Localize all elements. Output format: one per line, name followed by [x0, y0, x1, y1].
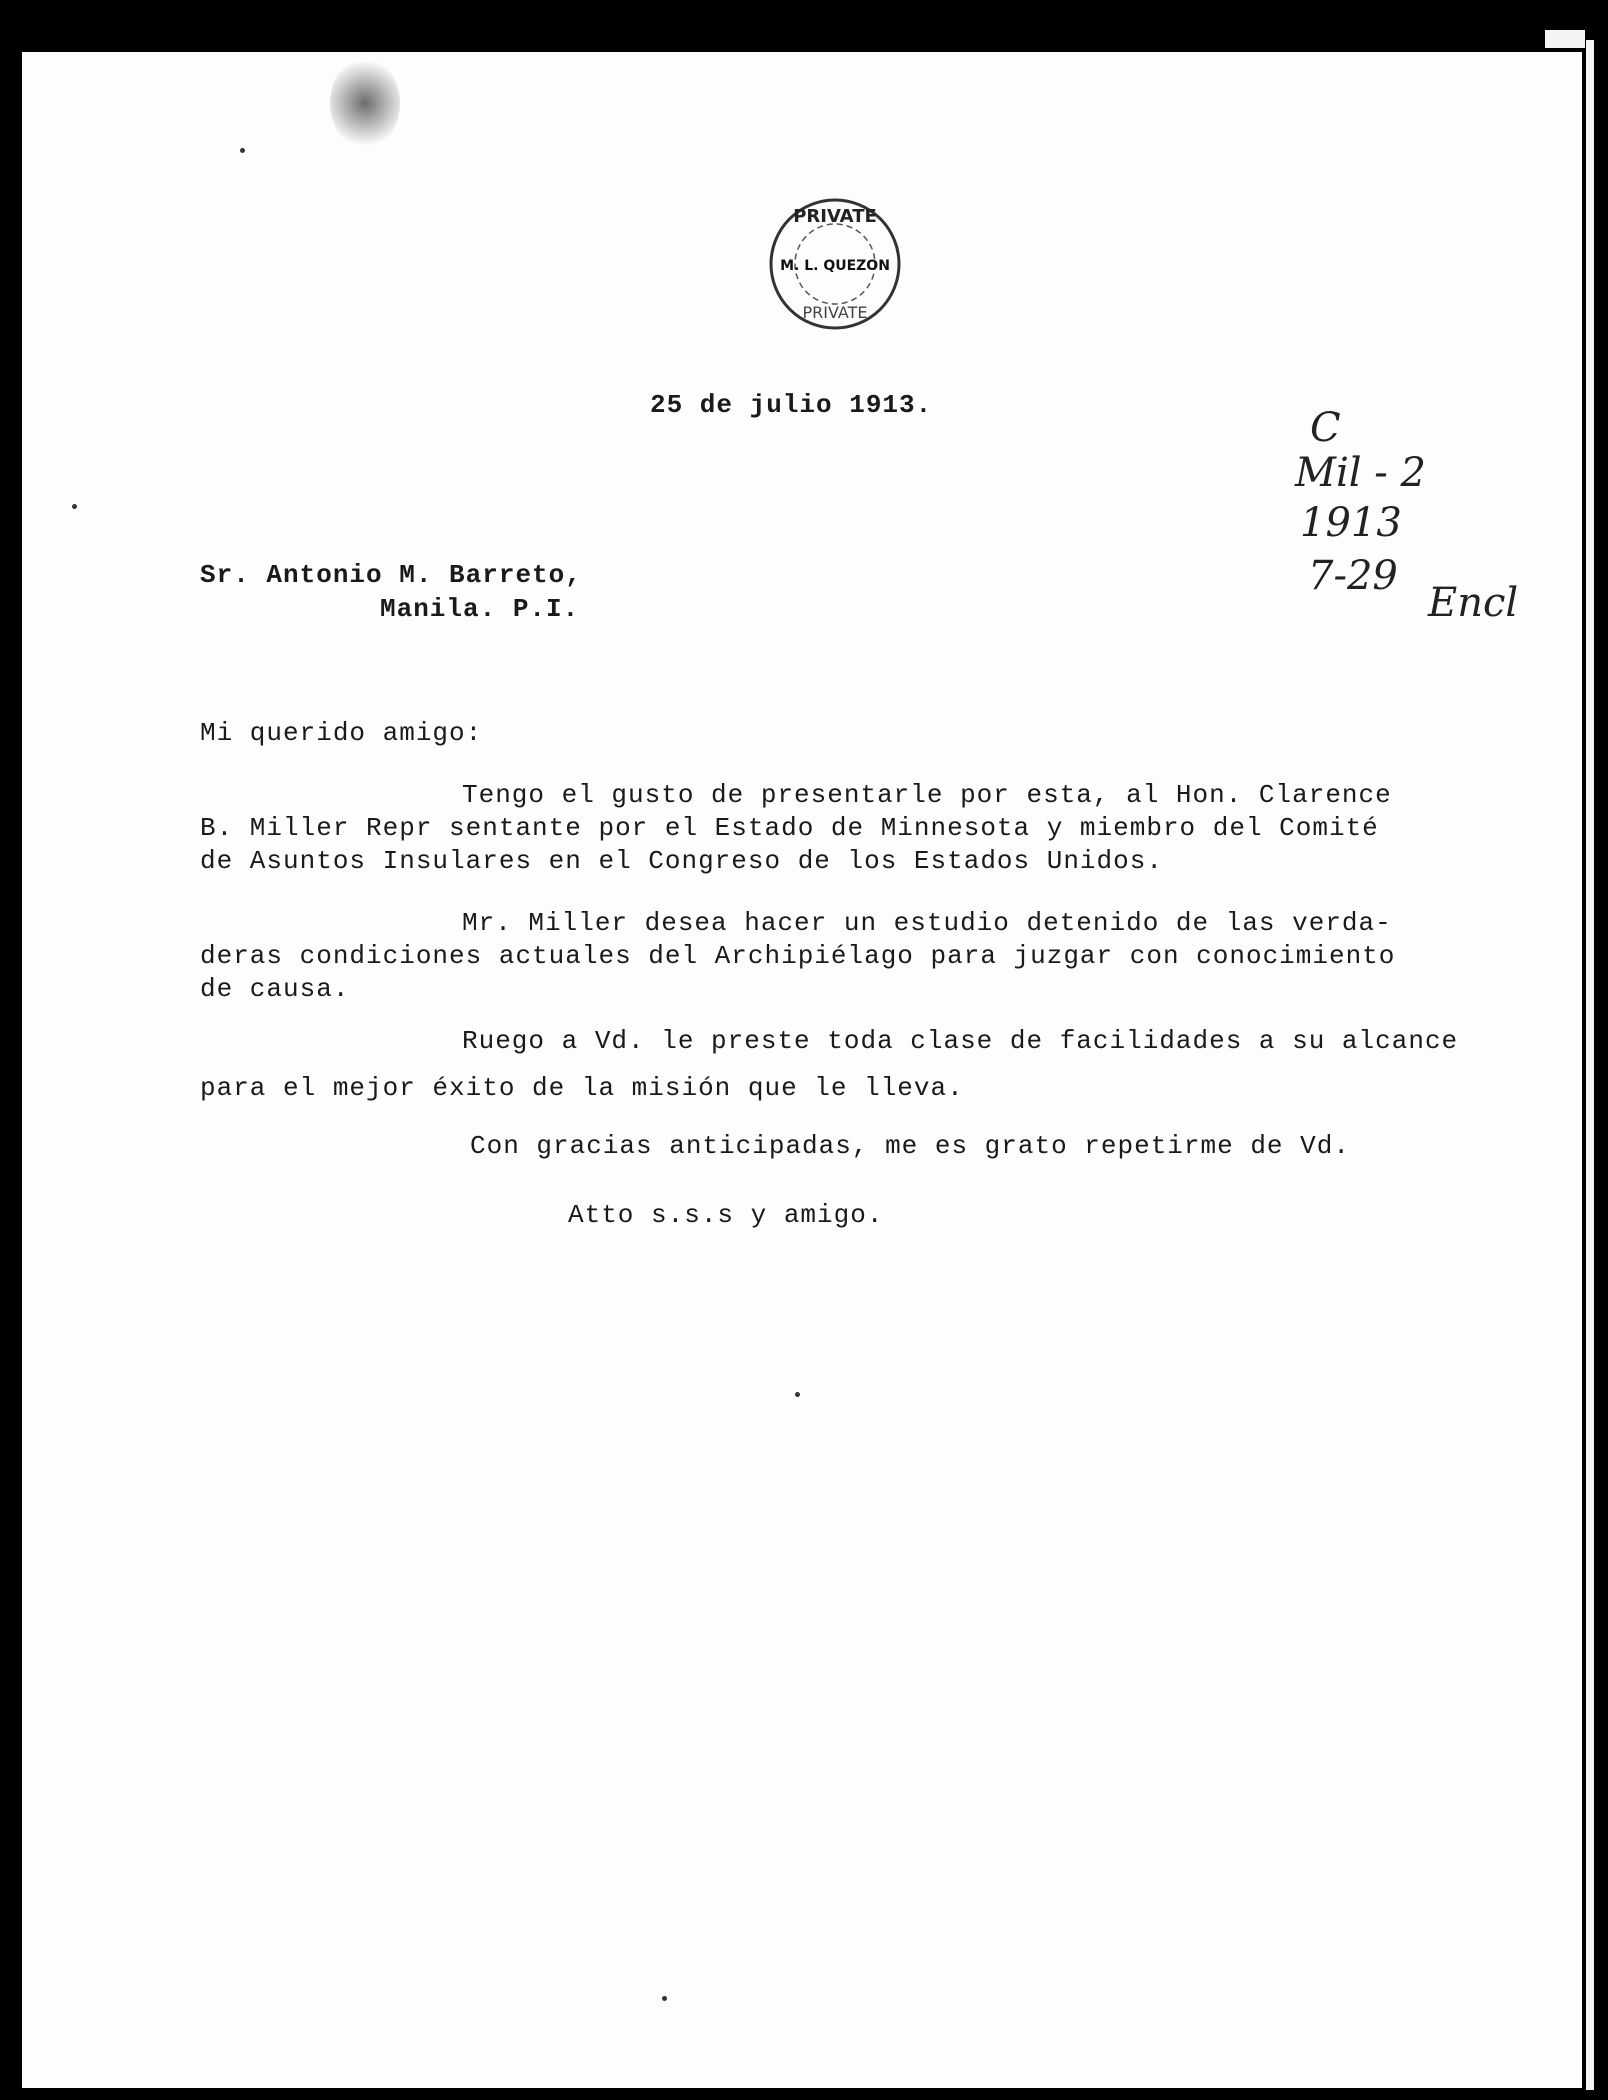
private-stamp — [765, 190, 905, 338]
handwritten-annotation-line3: 1913 — [1300, 500, 1402, 546]
closing-line1: Con gracias anticipadas, me es grato repetirme de Vd. — [470, 1131, 1350, 1161]
stamp-center-text: M. L. QUEZON — [780, 258, 890, 274]
handwritten-annotation-line4: 7-29 — [1308, 553, 1398, 599]
paragraph3-line2: para el mejor éxito de la misión que le lleva. — [200, 1073, 964, 1103]
paragraph1-line3: de Asuntos Insulares en el Congreso de los Estados Unidos. — [200, 846, 1163, 876]
recipient-name: Sr. Antonio M. Barreto, — [200, 560, 582, 590]
letter-date: 25 de julio 1913. — [650, 390, 933, 420]
paragraph2-line2: deras condiciones actuales del Archipiélago para juzgar con conocimiento — [200, 941, 1396, 971]
paragraph1-line2: B. Miller Repr sentante por el Estado de Minnesota y miembro del Comité — [200, 813, 1379, 843]
recipient-place: Manila. P.I. — [380, 594, 580, 624]
ink-smudge — [330, 58, 400, 148]
handwritten-annotation-line1: C — [1310, 405, 1341, 451]
paper-speck — [240, 148, 245, 153]
paragraph2-line1: Mr. Miller desea hacer un estudio detenido de las verda- — [462, 908, 1392, 938]
salutation: Mi querido amigo: — [200, 718, 483, 748]
stamp-bottom-text: PRIVATE — [802, 303, 868, 322]
paragraph3-line1: Ruego a Vd. le preste toda clase de facilidades a su alcance — [462, 1026, 1459, 1056]
paragraph2-line3: de causa. — [200, 974, 350, 1004]
paragraph1-line1: Tengo el gusto de presentarle por esta, al Hon. Clarence — [462, 780, 1392, 810]
document-page — [22, 52, 1582, 2088]
closing-line2: Atto s.s.s y amigo. — [568, 1200, 884, 1230]
stamp-top-text: PRIVATE — [793, 206, 877, 227]
page-edge-top — [1545, 30, 1585, 48]
handwritten-annotation-line5: Encl — [1428, 580, 1519, 626]
handwritten-annotation-line2: Mil - 2 — [1295, 450, 1426, 496]
paper-speck — [662, 1996, 667, 2001]
paper-speck — [72, 504, 77, 509]
page-edge-right — [1586, 40, 1594, 2090]
paper-speck — [795, 1392, 800, 1397]
